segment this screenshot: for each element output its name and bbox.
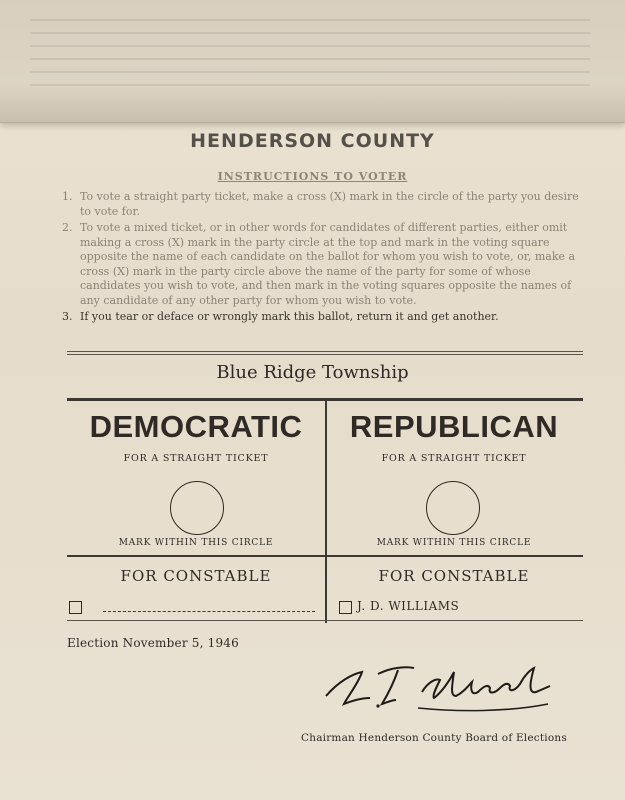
- instruction-item: [62, 310, 590, 325]
- signature-image: [318, 652, 558, 722]
- instructions-list: [62, 190, 590, 327]
- instruction-text: To vote a mixed ticket, or in other words for candidates of different parties, either omit making a cross (X) mark in the party circle at the top and mark in the voting square opposite the name of each candidate on the ballot for whom you wish to vote, or, make a cross (X) mark in the party circle above the name of the party for some of whose candidates you wish to vote, and then mark in the voting squares opposite the names of any candidate of any other party for whom you wish to vote.: [80, 221, 576, 307]
- instruction-number: 2.: [62, 221, 73, 234]
- divider-line: [67, 354, 583, 355]
- instruction-item: [62, 190, 590, 219]
- office-label: FOR CONSTABLE: [120, 567, 272, 585]
- chairman-title: Chairman Henderson County Board of Elections: [301, 732, 567, 744]
- divider-line: [67, 351, 583, 352]
- divider-line: [67, 555, 325, 557]
- divider-line: [325, 555, 583, 557]
- township-heading: Blue Ridge Township: [216, 362, 409, 383]
- party-name: DEMOCRATIC: [89, 409, 303, 444]
- instruction-number: 1.: [62, 190, 73, 203]
- divider-line: [67, 620, 583, 621]
- office-label: FOR CONSTABLE: [378, 567, 530, 585]
- election-date: Election November 5, 1946: [67, 636, 239, 650]
- republican-column: [325, 398, 583, 623]
- instruction-text: To vote a straight party ticket, make a cross (X) mark in the circle of the party you desire to vote for.: [80, 190, 579, 218]
- party-name: REPUBLICAN: [349, 409, 559, 444]
- straight-ticket-label: FOR A STRAIGHT TICKET: [123, 453, 269, 464]
- mark-circle-label: MARK WITHIN THIS CIRCLE: [118, 538, 274, 548]
- instruction-text: If you tear or deface or wrongly mark this ballot, return it and get another.: [80, 310, 499, 323]
- democratic-column: [67, 398, 327, 623]
- candidate-name: J. D. WILLIAMS: [357, 599, 460, 613]
- folded-top-flap: [0, 0, 625, 123]
- mark-circle-label: MARK WITHIN THIS CIRCLE: [376, 538, 532, 548]
- write-in-line[interactable]: [103, 611, 315, 612]
- instruction-number: 3.: [62, 310, 73, 323]
- candidate-vote-square[interactable]: [69, 601, 82, 614]
- party-vote-circle[interactable]: [170, 481, 224, 535]
- instructions-title: INSTRUCTIONS TO VOTER: [217, 170, 408, 183]
- county-heading: HENDERSON COUNTY: [190, 130, 435, 152]
- instruction-item: [62, 221, 590, 308]
- straight-ticket-label: FOR A STRAIGHT TICKET: [381, 453, 527, 464]
- candidate-vote-square[interactable]: [339, 601, 352, 614]
- party-vote-circle[interactable]: [426, 481, 480, 535]
